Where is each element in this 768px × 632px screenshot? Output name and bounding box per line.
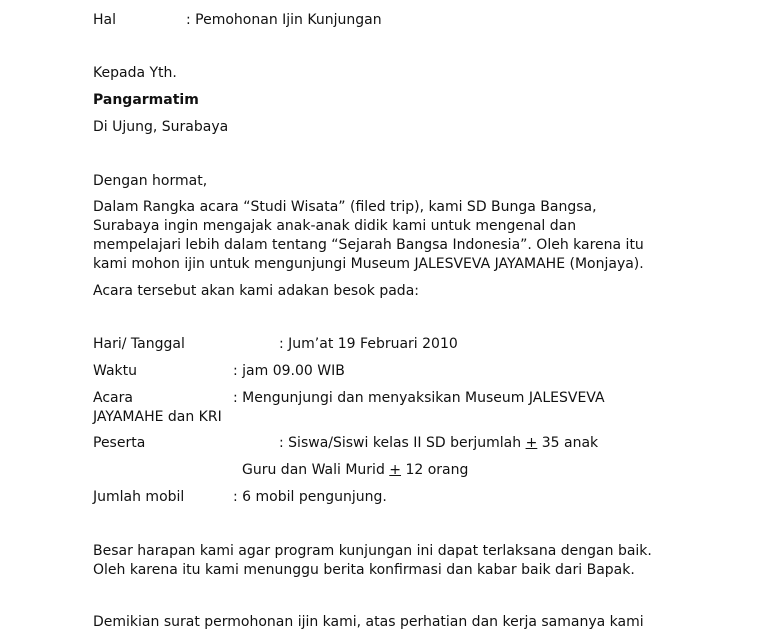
closing-line: Oleh karena itu kami menunggu berita konfirmasi dan kabar baik dari Bapak.	[93, 562, 635, 578]
closing-line: Besar harapan kami agar program kunjungan ini dapat terlaksana dengan baik.	[93, 543, 652, 559]
cars-label: Jumlah mobil	[93, 489, 185, 505]
greeting: Dengan hormat,	[93, 173, 208, 189]
date-label: Hari/ Tanggal	[93, 336, 185, 352]
time-label: Waktu	[93, 363, 137, 379]
time-value: : jam 09.00 WIB	[233, 363, 345, 379]
recipient-name: Pangarmatim	[93, 92, 199, 108]
event-value-continued: JAYAMAHE dan KRI	[93, 409, 222, 425]
paragraph-line: Dalam Rangka acara “Studi Wisata” (filed trip), kami SD Bunga Bangsa,	[93, 199, 597, 215]
subject-value: : Pemohonan Ijin Kunjungan	[186, 12, 382, 28]
recipient-address: Di Ujung, Surabaya	[93, 119, 229, 135]
recipient-salutation: Kepada Yth.	[93, 65, 177, 81]
event-label: Acara	[93, 390, 133, 406]
participants-value: : Siswa/Siswi kelas II SD berjumlah + 35 anak	[279, 435, 599, 451]
date-value: : Jum’at 19 Februari 2010	[279, 336, 458, 352]
final-line: Demikian surat permohonan ijin kami, atas perhatian dan kerja samanya kami	[93, 614, 644, 630]
schedule-intro: Acara tersebut akan kami adakan besok pada:	[93, 283, 419, 299]
subject-label: Hal	[93, 12, 116, 28]
participants-label: Peserta	[93, 435, 146, 451]
event-value: : Mengunjungi dan menyaksikan Museum JALESVEVA	[233, 390, 605, 406]
paragraph-line: Surabaya ingin mengajak anak-anak didik kami untuk mengenal dan	[93, 218, 577, 234]
participants-value-2: Guru dan Wali Murid + 12 orang	[242, 462, 469, 478]
paragraph-line: mempelajari lebih dalam tentang “Sejarah Bangsa Indonesia”. Oleh karena itu	[93, 237, 644, 253]
cars-value: : 6 mobil pengunjung.	[233, 489, 387, 505]
paragraph-line: kami mohon ijin untuk mengunjungi Museum JALESVEVA JAYAMAHE (Monjaya).	[93, 256, 644, 272]
